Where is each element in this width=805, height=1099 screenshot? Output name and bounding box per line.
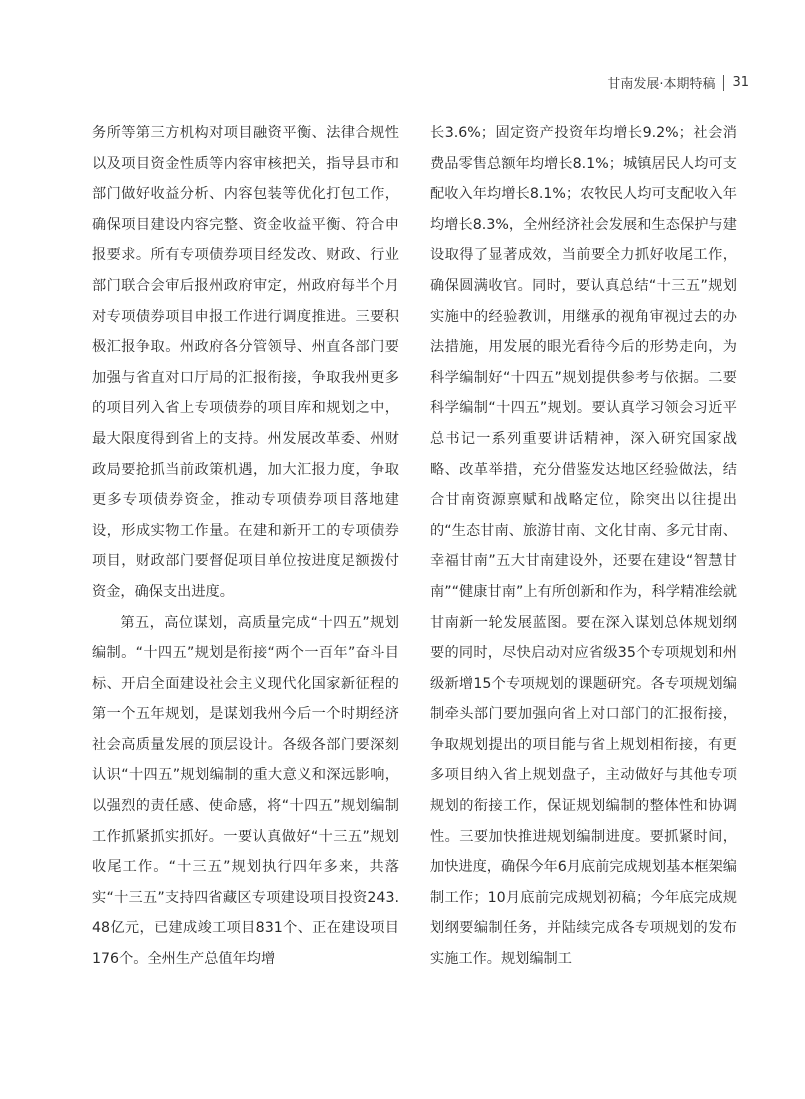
left-paragraph-1: 务所等第三方机构对项目融资平衡、法律合规性以及项目资金性质等内容审核把关，指导县市和部门做好收益分析、内容包装等优化打包工作，确保项目建设内容完整、资金收益平衡、符合申报要求。所有专项债券项目经发改、财政、行业部门联合会审后报州政府审定，州政府每半个月对专项债券项目申报工作进行调度推进。三要积极汇报争取。州政府各分管领导、州直各部门要加强与省直对口厅局的汇报衔接，争取我州更多的项目列入省上专项债券的项目库和规划之中，最大限度得到省上的支持。州发展改革委、州财政局要抢抓当前政策机遇，加大汇报力度，争取更多专项债券资金，推动专项债券项目落地建设，形成实物工作量。在建和新开工的专项债券项目，财政部门要督促项目单位按进度足额拨付资金，确保支出进度。 [92, 125, 399, 600]
header-title: 甘南发展·本期特稿 [607, 77, 716, 92]
running-header [607, 73, 749, 92]
right-paragraph-1: 长3.6%；固定资产投资年均增长9.2%；社会消费品零售总额年均增长8.1%；城镇居民人均可支配收入年均增长8.1%；农牧民人均可支配收入年均增长8.3%，全州经济社会发展和生态保护与建设取得了显著成效，当前要全力抓好收尾工作，确保圆满收官。同时，要认真总结“十三五”规划实施中的经验教训，用继承的视角审视过去的办法措施，用发展的眼光看待今后的形势走向，为科学编制好“十四五”规划提供参考与依据。二要科学编制“十四五”规划。要认真学习领会习近平总书记一系列重要讲话精神，深入研究国家战略、改革举措，充分借鉴发达地区经验做法，结合甘南资源禀赋和战略定位，除突出以往提出的“生态甘南、旅游甘南、文化甘南、多元甘南、幸福甘南”五大甘南建设外，还要在建设“智慧甘南”“健康甘南”上有所创新和作为，科学精准绘就甘南新一轮发展蓝图。要在深入谋划总体规划纲要的同时，尽快启动对应省级35个专项规划和州级新增15个专项规划的课题研究。各专项规划编制牵头部门要加强向省上对口部门的汇报衔接，争取规划提出的项目能与省上规划相衔接，有更多项目纳入省上规划盘子，主动做好与其他专项规划的衔接工作，保证规划编制的整体性和协调性。三要加快推进规划编制进度。要抓紧时间，加快进度，确保今年6月底前完成规划基本框架编制工作；10月底前完成规划初稿；今年底完成规划纲要编制任务，并陆续完成各专项规划的发布实施工作。规划编制工 [430, 125, 737, 968]
left-paragraph-2: 第五，高位谋划，高质量完成“十四五”规划编制。“十四五”规划是衔接“两个一百年”奋斗目标、开启全面建设社会主义现代化国家新征程的第一个五年规划，是谋划我州今后一个时期经济社会高质量发展的顶层设计。各级各部门要深刻认识“十四五”规划编制的重大意义和深远影响，以强烈的责任感、使命感，将“十四五”规划编制工作抓紧抓实抓好。一要认真做好“十三五”规划收尾工作。“十三五”规划执行四年多来，共落实“十三五”支持四省藏区专项建设项目投资243.48亿元，已建成竣工项目831个、正在建设项目176个。全州生产总值年均增 [92, 614, 399, 968]
left-column [92, 118, 399, 975]
header-divider [723, 75, 724, 91]
page-number: 31 [732, 75, 749, 90]
right-column [430, 118, 737, 975]
